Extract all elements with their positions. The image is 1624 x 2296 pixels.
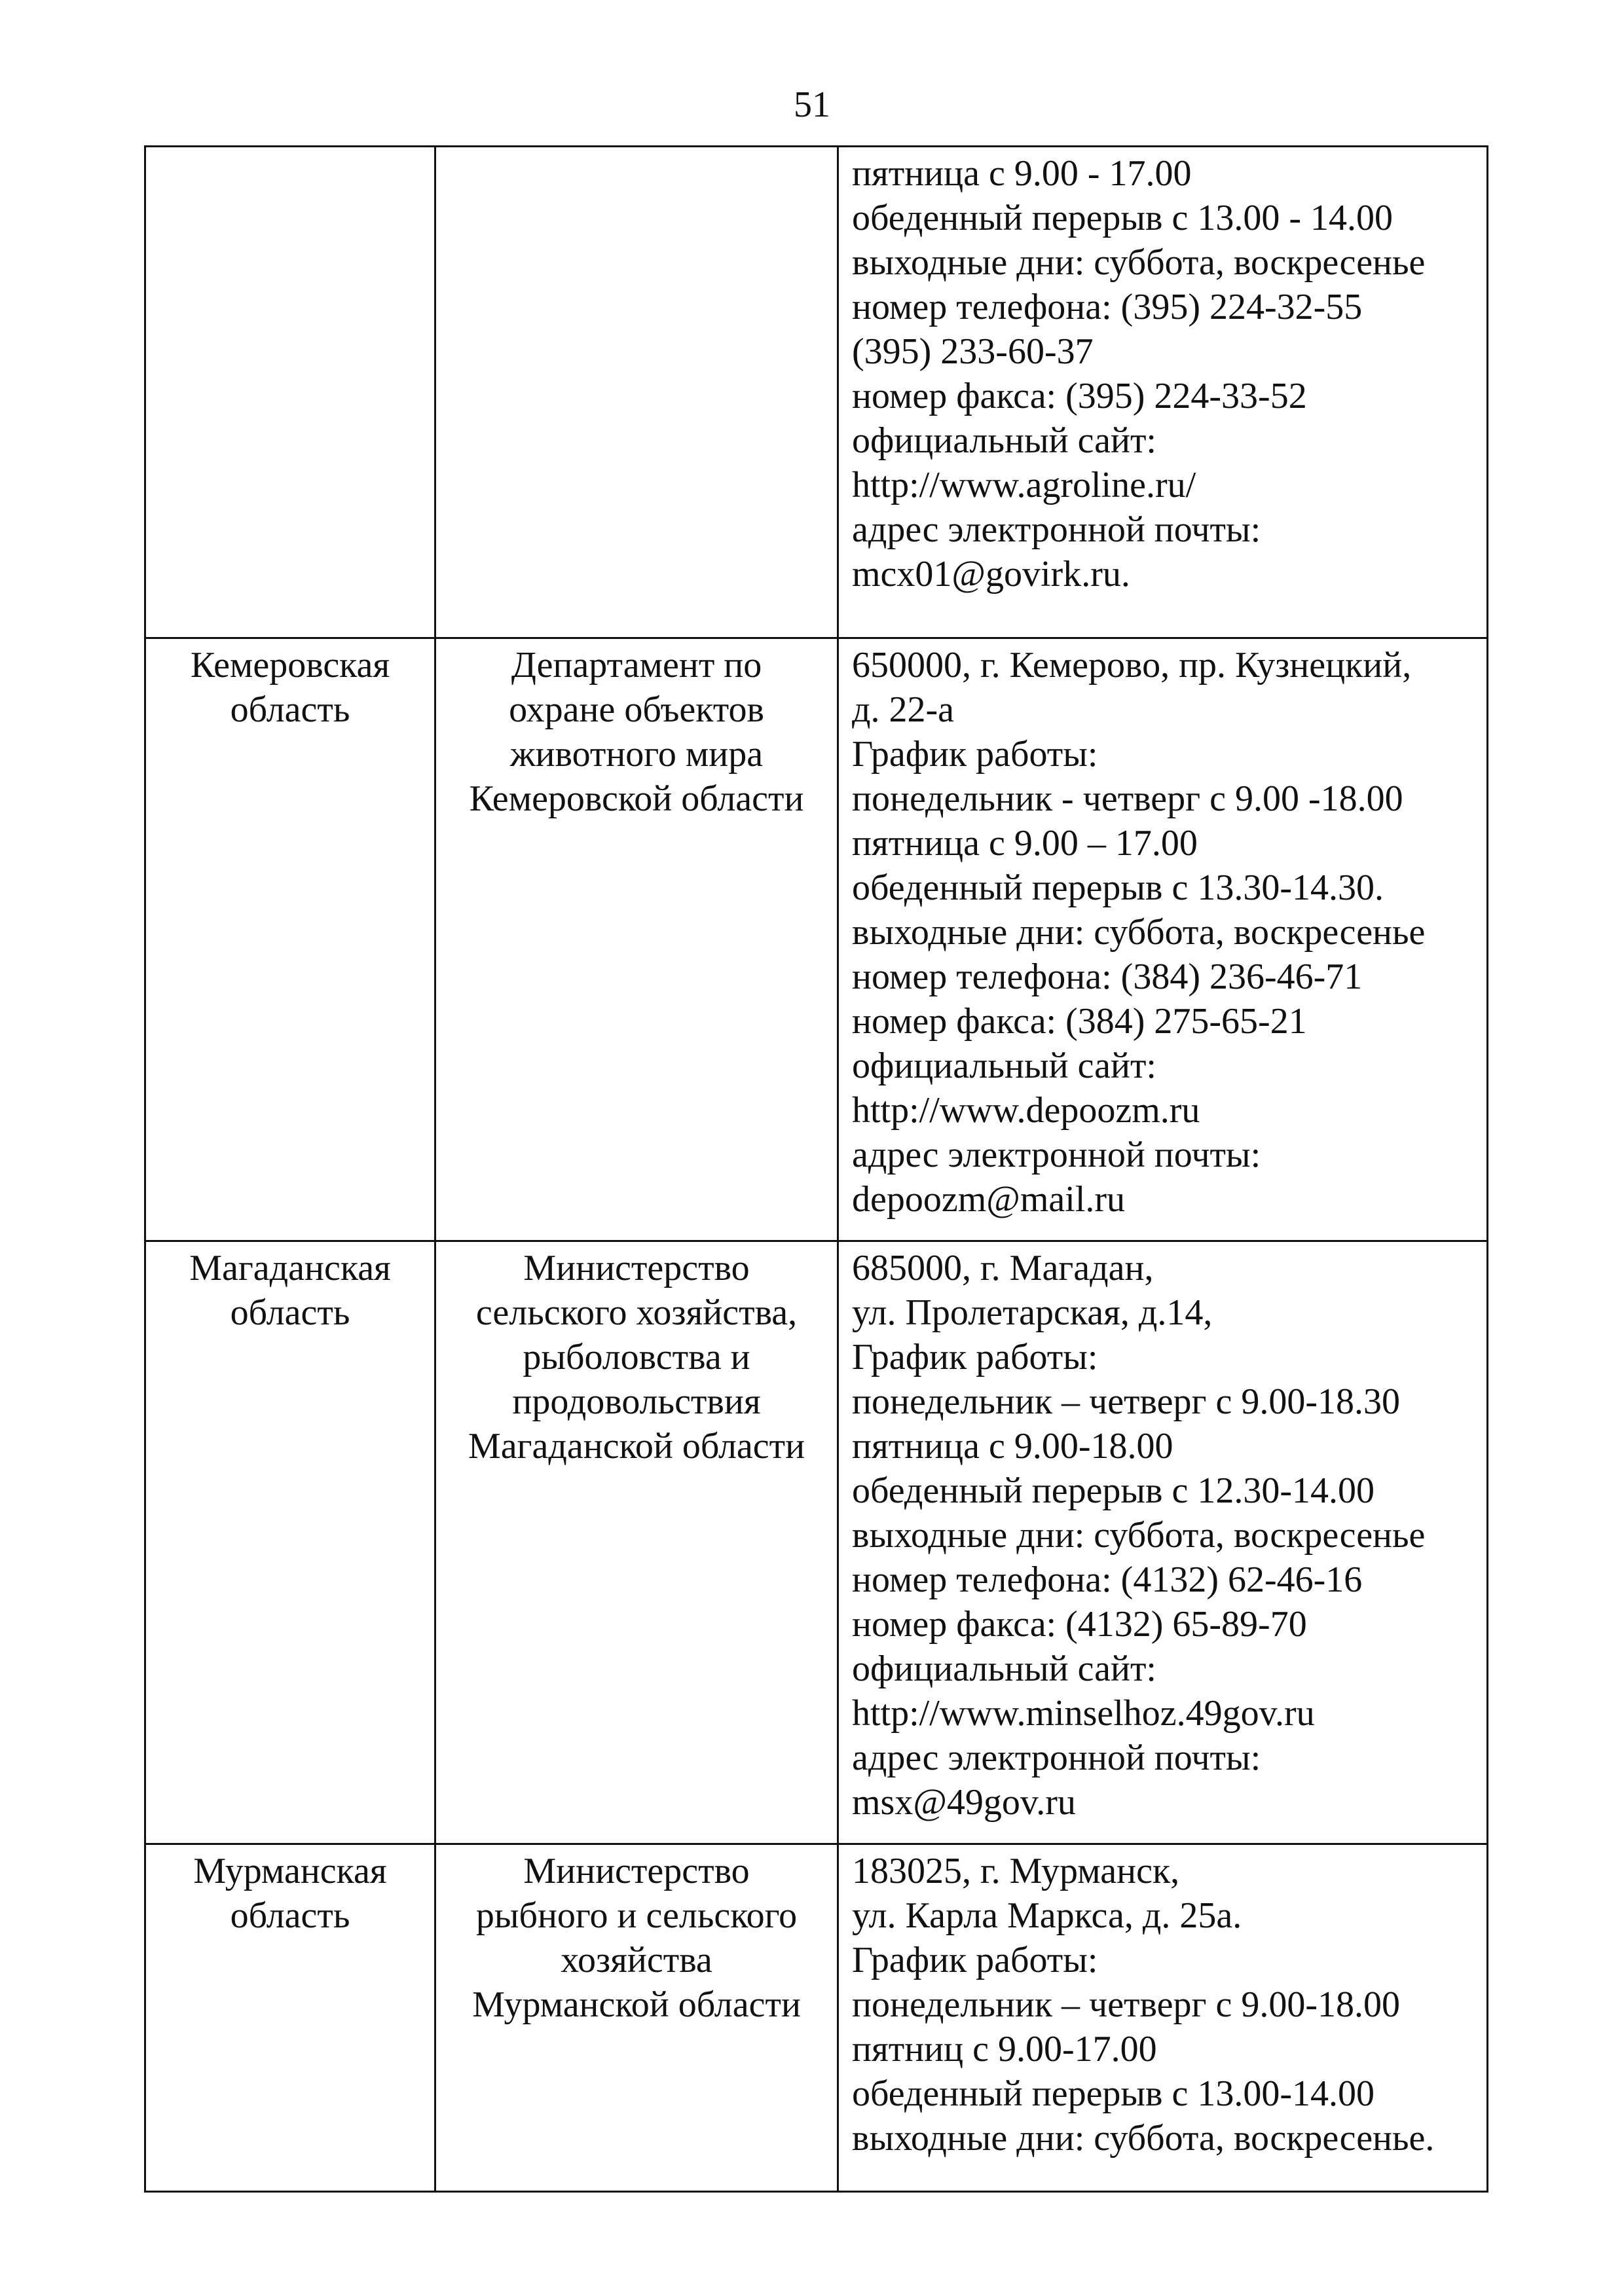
contact-line: адрес электронной почты: bbox=[852, 1135, 1261, 1175]
contact-line: (395) 233-60-37 bbox=[852, 331, 1094, 372]
organization-name: сельского хозяйства, bbox=[475, 1292, 798, 1333]
contact-line: График работы: bbox=[852, 734, 1098, 774]
region-name: область bbox=[230, 1292, 350, 1333]
table-row bbox=[145, 638, 1488, 1241]
contact-line: номер телефона: (395) 224-32-55 bbox=[852, 287, 1363, 327]
contact-line: обеденный перерыв с 12.30-14.00 bbox=[852, 1470, 1375, 1511]
contacts-cell bbox=[838, 1241, 1488, 1844]
contact-line: График работы: bbox=[852, 1940, 1098, 1980]
address-line: ул. Карла Маркса, д. 25а. bbox=[852, 1895, 1242, 1936]
organization-name: рыбного и сельского bbox=[475, 1895, 798, 1936]
contact-line: пятниц с 9.00-17.00 bbox=[852, 2029, 1157, 2069]
contact-line: номер телефона: (384) 236-46-71 bbox=[852, 957, 1363, 997]
contacts-cell bbox=[838, 638, 1488, 1241]
organization-cell bbox=[435, 147, 838, 638]
region-cell bbox=[145, 147, 435, 638]
organization-cell bbox=[435, 1844, 838, 2192]
contact-line: выходные дни: суббота, воскресенье. bbox=[852, 2118, 1435, 2159]
organization-name: Магаданской области bbox=[468, 1426, 805, 1467]
organization-name: Министерство bbox=[523, 1248, 750, 1288]
contact-line: понедельник – четверг с 9.00-18.30 bbox=[852, 1381, 1400, 1422]
contact-line: адрес электронной почты: bbox=[852, 1738, 1261, 1778]
address-line: ул. Пролетарская, д.14, bbox=[852, 1292, 1213, 1333]
address-line: 685000, г. Магадан, bbox=[852, 1248, 1154, 1288]
email-address: mcx01@govirk.ru. bbox=[852, 554, 1130, 594]
contact-line: обеденный перерыв с 13.00 - 14.00 bbox=[852, 198, 1393, 238]
website-link: http://www.depoozm.ru bbox=[852, 1090, 1200, 1131]
region-name: область bbox=[230, 1895, 350, 1936]
contact-line: выходные дни: суббота, воскресенье bbox=[852, 912, 1426, 953]
contact-line: номер факса: (384) 275-65-21 bbox=[852, 1001, 1307, 1042]
contacts-cell bbox=[838, 147, 1488, 638]
page-number: 51 bbox=[794, 84, 830, 125]
organization-name: животного мира bbox=[509, 734, 764, 774]
address-line: 183025, г. Мурманск, bbox=[852, 1851, 1180, 1891]
region-cell bbox=[145, 1241, 435, 1844]
organization-name: охране объектов bbox=[509, 689, 764, 730]
organization-cell bbox=[435, 1241, 838, 1844]
region-name: область bbox=[230, 689, 350, 730]
contact-line: официальный сайт: bbox=[852, 1046, 1156, 1086]
contact-line: официальный сайт: bbox=[852, 1649, 1156, 1689]
contact-line: График работы: bbox=[852, 1337, 1098, 1377]
address-line: д. 22-а bbox=[852, 689, 954, 730]
region-cell bbox=[145, 1844, 435, 2192]
organization-name: рыболовства и bbox=[523, 1337, 750, 1377]
region-cell bbox=[145, 638, 435, 1241]
table-row bbox=[145, 1844, 1488, 2192]
email-address: msx@49gov.ru bbox=[852, 1782, 1076, 1823]
organization-name: хозяйства bbox=[561, 1940, 712, 1980]
organization-name: Кемеровской области bbox=[469, 778, 804, 819]
region-name: Мурманская bbox=[193, 1851, 387, 1891]
table-row bbox=[145, 1241, 1488, 1844]
contact-line: официальный сайт: bbox=[852, 420, 1156, 461]
contact-line: номер факса: (4132) 65-89-70 bbox=[852, 1604, 1307, 1645]
contact-line: пятница с 9.00 – 17.00 bbox=[852, 823, 1198, 864]
organization-name: продовольствия bbox=[512, 1381, 761, 1422]
contact-line: пятница с 9.00-18.00 bbox=[852, 1426, 1173, 1467]
authorities-table bbox=[144, 145, 1488, 2193]
contact-line: выходные дни: суббота, воскресенье bbox=[852, 242, 1426, 283]
contact-line: выходные дни: суббота, воскресенье bbox=[852, 1515, 1426, 1556]
organization-name: Департамент по bbox=[511, 645, 762, 685]
contact-line: номер факса: (395) 224-33-52 bbox=[852, 376, 1307, 416]
region-name: Магаданская bbox=[189, 1248, 391, 1288]
region-name: Кемеровская bbox=[190, 645, 390, 685]
website-link: http://www.minselhoz.49gov.ru bbox=[852, 1693, 1315, 1734]
contacts-cell bbox=[838, 1844, 1488, 2192]
contact-line: понедельник - четверг с 9.00 -18.00 bbox=[852, 778, 1403, 819]
address-line: 650000, г. Кемерово, пр. Кузнецкий, bbox=[852, 645, 1412, 685]
contact-line: понедельник – четверг с 9.00-18.00 bbox=[852, 1984, 1400, 2025]
organization-name: Мурманской области bbox=[472, 1984, 801, 2025]
organization-cell bbox=[435, 638, 838, 1241]
email-address: depoozm@mail.ru bbox=[852, 1179, 1126, 1220]
website-link: http://www.agroline.ru/ bbox=[852, 465, 1196, 505]
contact-line: обеденный перерыв с 13.00-14.00 bbox=[852, 2073, 1375, 2114]
contact-line: адрес электронной почты: bbox=[852, 509, 1261, 550]
contact-line: обеденный перерыв с 13.30-14.30. bbox=[852, 867, 1384, 908]
table-row bbox=[145, 147, 1488, 638]
contact-line: номер телефона: (4132) 62-46-16 bbox=[852, 1559, 1363, 1600]
contact-line: пятница с 9.00 - 17.00 bbox=[852, 153, 1192, 194]
organization-name: Министерство bbox=[523, 1851, 750, 1891]
